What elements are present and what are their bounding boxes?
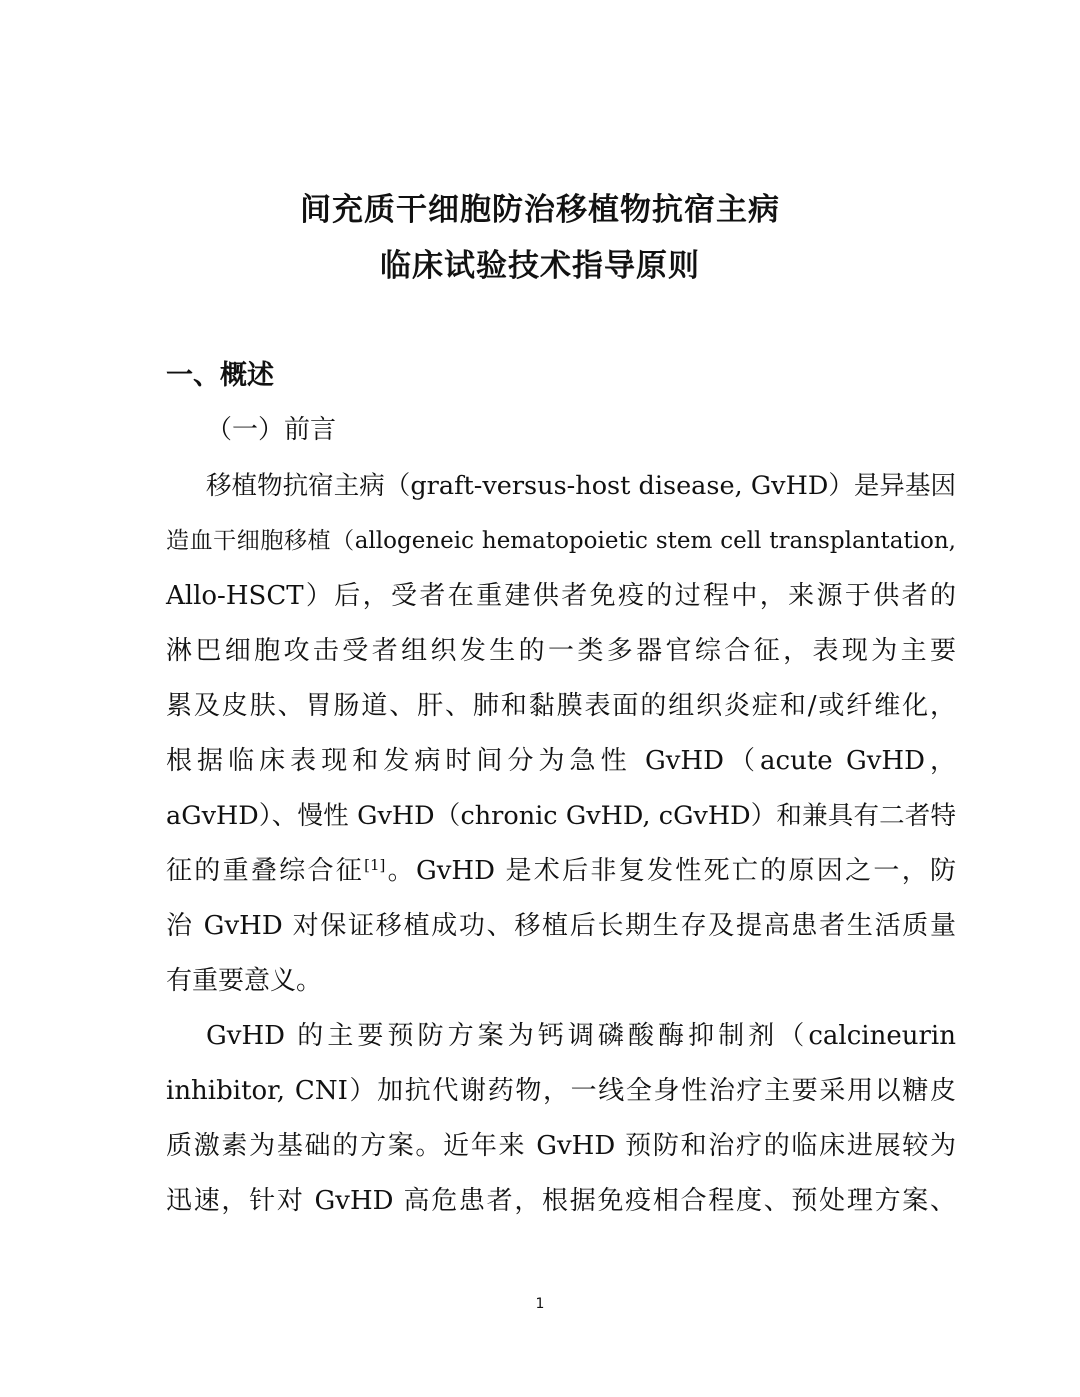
paragraph-line: 造血干细胞移植（allogeneic hematopoietic stem cell transplantation, [166, 528, 956, 554]
paragraph-line: 根据临床表现和发病时间分为急性 GvHD（acute GvHD， [166, 746, 956, 776]
paragraph-line: 治 GvHD 对保证移植成功、移植后长期生存及提高患者生活质量 [166, 911, 956, 941]
paragraph-line: Allo-HSCT）后，受者在重建供者免疫的过程中，来源于供者的 [166, 581, 956, 611]
paragraph-line: 质激素为基础的方案。近年来 GvHD 预防和治疗的临床进展较为 [166, 1131, 956, 1161]
citation-reference: [1] [364, 856, 386, 874]
paragraph-line: 移植物抗宿主病（graft-versus-host disease, GvHD）是异基因 [206, 471, 956, 501]
paragraph-line: 累及皮肤、胃肠道、肝、肺和黏膜表面的组织炎症和/或纤维化， [166, 691, 956, 721]
paragraph-line: aGvHD）、慢性 GvHD（chronic GvHD, cGvHD）和兼具有二者特 [166, 801, 956, 831]
paragraph-line: 淋巴细胞攻击受者组织发生的一类多器官综合征，表现为主要 [166, 636, 956, 666]
paragraph-text: 征的重叠综合征 [166, 856, 365, 886]
page-number: 1 [535, 1296, 545, 1312]
subsection-heading-preface: （一）前言 [206, 415, 337, 445]
paragraph-line: 有重要意义。 [166, 966, 323, 996]
paragraph-line [166, 853, 956, 889]
section-heading-overview: 一、概述 [166, 360, 274, 391]
paragraph-text: 。GvHD 是术后非复发性死亡的原因之一，防 [385, 856, 956, 886]
paragraph-line: inhibitor, CNI）加抗代谢药物，一线全身性治疗主要采用以糖皮 [166, 1076, 956, 1106]
paragraph-line: GvHD 的主要预防方案为钙调磷酸酶抑制剂（calcineurin [206, 1021, 956, 1051]
document-title-line-2: 临床试验技术指导原则 [380, 248, 700, 284]
document-title-line-1: 间充质干细胞防治移植物抗宿主病 [300, 192, 780, 228]
paragraph-line: 迅速，针对 GvHD 高危患者，根据免疫相合程度、预处理方案、 [166, 1186, 956, 1216]
